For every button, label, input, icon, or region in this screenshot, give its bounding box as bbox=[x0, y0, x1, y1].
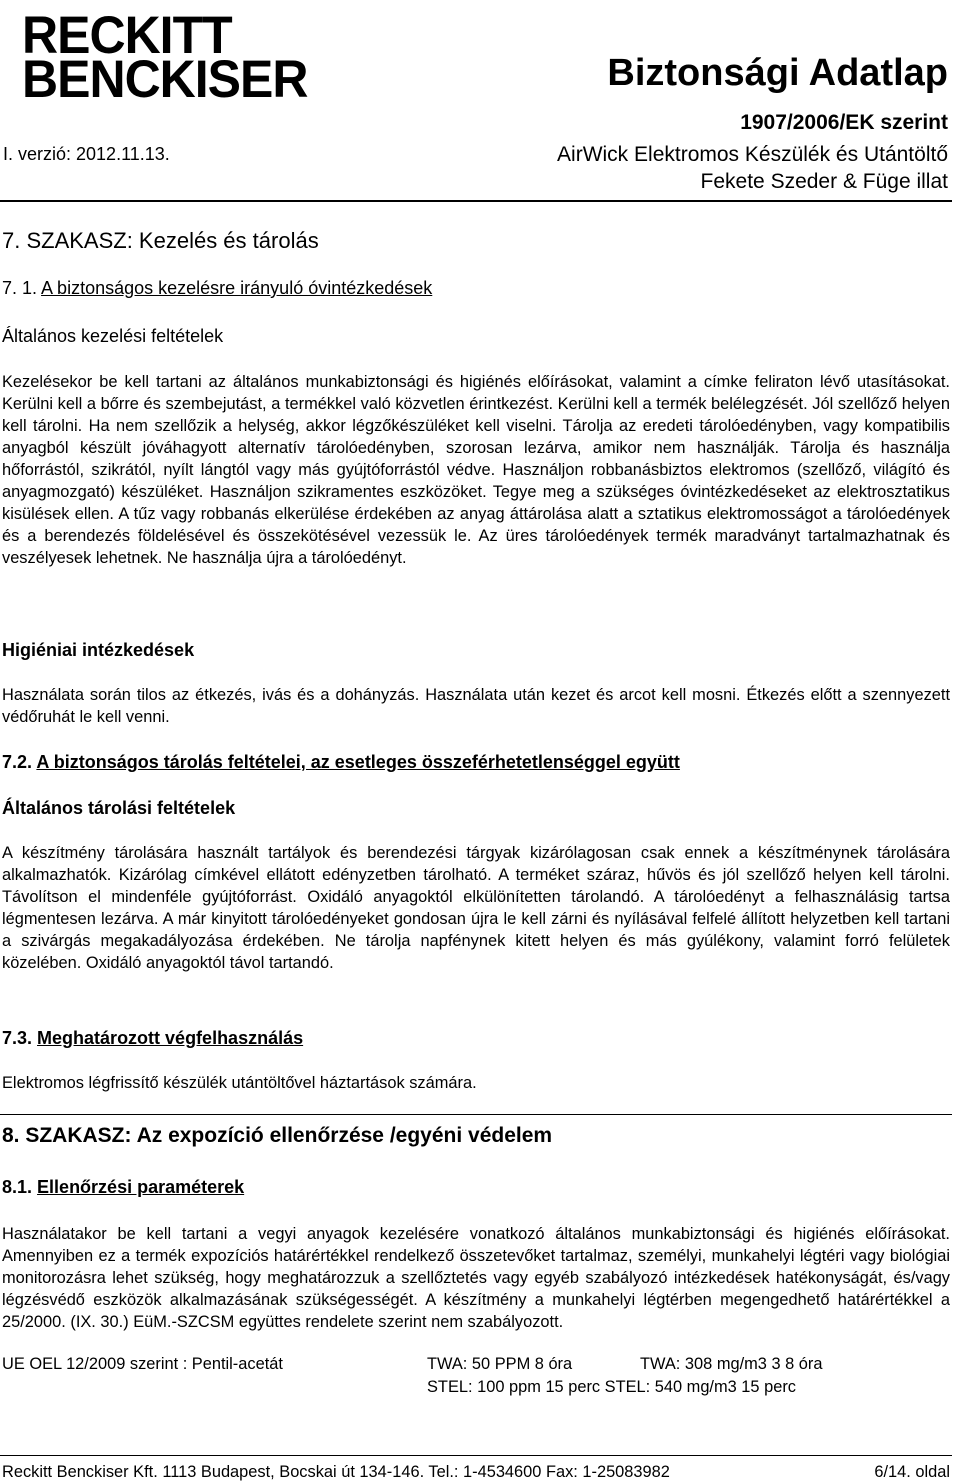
section8-title bbox=[2, 1124, 552, 1148]
section81-title: Ellenőrzési paraméterek bbox=[37, 1177, 245, 1197]
section81-heading bbox=[2, 1177, 244, 1198]
document-title: Biztonsági Adatlap bbox=[607, 52, 948, 94]
section8-title-prefix: 8. SZAKASZ bbox=[2, 1124, 125, 1147]
hygiene-title: Higiéniai intézkedések bbox=[2, 640, 195, 660]
general-handling-title: Általános kezelési feltételek bbox=[2, 326, 224, 346]
storage-text: A készítmény tárolására használt tartályok és berendezési tárgyak kizárólagosan csak ennek a készítménynek tárolására alkalmazhatók. Kizárólag címkével ellátott edényzetben tárolható. A terméket száraz, hűvös és jól szellőző helyen kell tárolni. Távolítson el mindenféle gyújtóforrást. Oxidáló anyagoktól elkülönítetten tárolandó. A tárolóedényt a felhasználásig tartsa légmentesen lezárva. A már kinyitott tárolóedényeket gondosan újra le kell zárni és nyílásával felfelé állított helyzetben kell tartani a szivárgás megakadályozása érdekében. Ne tárolja napfénynek kitett helyen és más gyúlékony, valamint forró felületek közelében. Oxidáló anyagoktól távol tartandó. bbox=[2, 844, 950, 972]
section71-title: A biztonságos kezelésre irányuló óvintézkedések bbox=[41, 278, 433, 298]
section7-title: 7. SZAKASZ: Kezelés és tárolás bbox=[2, 228, 319, 253]
section71-heading bbox=[2, 278, 432, 299]
footer-address: Reckitt Benckiser Kft. 1113 Budapest, Bocskai út 134-146. Tel.: 1-4534600 Fax: 1-25083982 bbox=[2, 1463, 670, 1481]
section81-number: 8.1. bbox=[2, 1177, 33, 1197]
twa-value-1: TWA: 50 PPM 8 óra bbox=[427, 1355, 573, 1373]
section71-number: 7. 1. bbox=[2, 278, 38, 298]
version-label: I. verzió: 2012.11.13. bbox=[3, 144, 170, 164]
product-line2: Fekete Szeder & Füge illat bbox=[700, 170, 948, 193]
oel-label: UE OEL 12/2009 szerint : Pentil-acetát bbox=[2, 1355, 283, 1373]
section-divider bbox=[0, 1114, 952, 1115]
logo-line2: BENCKISER bbox=[22, 49, 308, 109]
end-use-text: Elektromos légfrissítő készülék utántöltővel háztartások számára. bbox=[2, 1074, 477, 1092]
section72-heading bbox=[2, 752, 680, 773]
section73-title: Meghatározott végfelhasználás bbox=[37, 1028, 304, 1048]
logo-line1: RECKITT bbox=[22, 5, 232, 65]
general-handling-text: Kezelésekor be kell tartani az általános munkabiztonsági és higiénés előírásokat, valamint a címke feliraton lévő utasításokat. Kerülni kell a bőrre és szembejutást, a termékkel való közvetlen érintkezést. Kerülni kell a termék belélegzését. Jól szellőző helyen kell tárolni. Ha nem szellőzik a helység, akkor légzőkészüléket kell viselni. Tárolja az eredeti tárolóedényben, vagy kompatibilis anyagból készült jóváhagyott alternatív tárolóedényben, szorosan lezárva, amikor nem használják. Tárolja és használja hőforrástól, szikrától, nyílt lángtól vagy más gyújtóforrástól védve. Használjon robbanásbiztos elektromos (szellőző, világító és anyagmozgató) készüléket. Használjon szikramentes eszközöket. Tegye meg a szükséges óvintézkedéseket az elektrosztatikus kisülések ellen. A tűz vagy robbanás elkerülése érdekében az anyag áttárolása alatt a sztatikus elektromosságot a tárolóedények és a berendezés földelésével és összekötésével vezessük le. Az üres tárolóedények termék maradványt tartalmazhatnak és veszélyesek lehetnek. Ne használja újra a tárolóedényt. bbox=[2, 373, 950, 567]
section72-number: 7.2. bbox=[2, 752, 33, 772]
section72-title: A biztonságos tárolás feltételei, az esetleges összeférhetetlenséggel együtt bbox=[36, 752, 680, 772]
section73-heading bbox=[2, 1028, 303, 1049]
header-divider bbox=[0, 200, 952, 202]
product-line1: AirWick Elektromos Készülék és Utántöltő bbox=[557, 143, 948, 166]
company-logo bbox=[22, 5, 308, 109]
page-number: 6/14. oldal bbox=[874, 1463, 950, 1481]
hygiene-text: Használata során tilos az étkezés, ivás és a dohányzás. Használata után kezet és arcot kell mosni. Étkezés előtt a szennyezett védőruhát le kell venni. bbox=[2, 686, 950, 726]
section8-title-rest: : Az expozíció ellenőrzése /egyéni védelem bbox=[124, 1124, 553, 1147]
footer bbox=[2, 1463, 950, 1482]
section73-number: 7.3. bbox=[2, 1028, 33, 1048]
storage-title: Általános tárolási feltételek bbox=[2, 798, 236, 818]
footer-divider bbox=[0, 1455, 952, 1456]
control-text: Használatakor be kell tartani a vegyi anyagok kezelésére vonatkozó általános munkabiztonsági és higiénés előírásokat. Amennyiben ez a termék expozíciós határértékkel rendelkező összetevőket tartalmaz, személyi, munkahelyi légtéri vagy biológiai monitorozásra lehet szükség, hogy meghatározzuk a szellőztetés vagy egyéb szabályozó intézkedések hatékonyságát, és/vagy légzésvédő eszközök alkalmazásának szükségességét. A készítmény a munkahelyi légtérben megengedhető határértékkel a 25/2000. (IX. 30.) EüM.-SZCSM együttes rendelete szerint nem szabályozott. bbox=[2, 1225, 950, 1331]
twa-value-2: TWA: 308 mg/m3 3 8 óra bbox=[640, 1355, 823, 1373]
stel-values: STEL: 100 ppm 15 perc STEL: 540 mg/m3 15 perc bbox=[427, 1378, 796, 1396]
product-name bbox=[557, 141, 948, 195]
regulation-label: 1907/2006/EK szerint bbox=[740, 111, 948, 134]
